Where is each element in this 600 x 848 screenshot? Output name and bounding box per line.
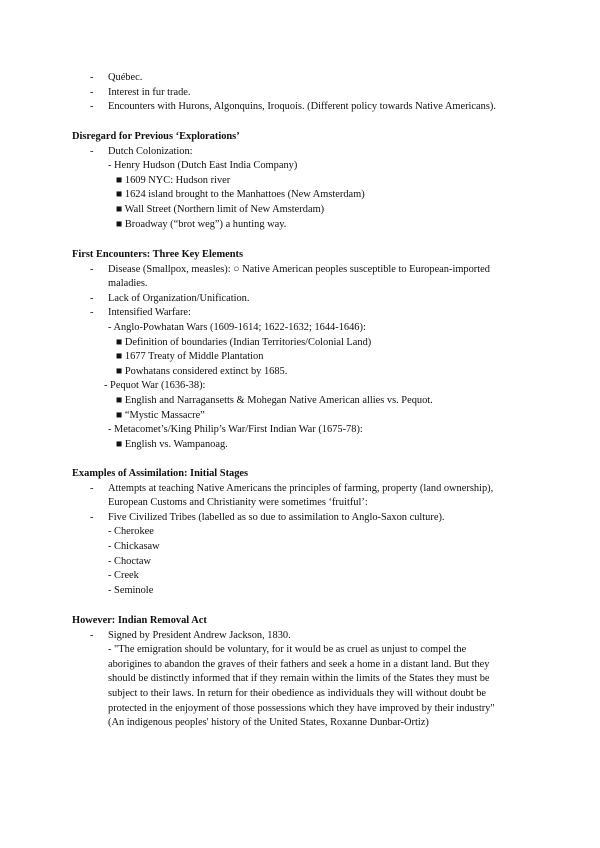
- encounters-section: [0, 248, 600, 452]
- quote-line: subject to their laws. In return for their obedience as individuals they will without doubt be: [108, 687, 487, 699]
- section-heading: Disregard for Previous ‘Explorations’: [72, 131, 240, 142]
- quote-line: should be distinctly informed that if they remain within the limits of the States they must be: [108, 673, 490, 685]
- tribe-item: - Choctaw: [108, 555, 151, 567]
- tribe-item: - Creek: [108, 570, 139, 582]
- citation: (An indigenous peoples' history of the United States, Roxanne Dunbar-Ortiz): [108, 717, 429, 729]
- dutch-point: ■ Broadway (“brot weg”) a hunting way.: [116, 218, 287, 230]
- powhatan-wars-subitem: - Anglo-Powhatan Wars (1609-1614; 1622-1632; 1644-1646):: [108, 321, 366, 333]
- disease-item: Disease (Smallpox, measles): ○ Native American peoples susceptible to European-imported: [108, 263, 490, 275]
- metacomet-war-subitem: - Metacomet’s/King Philip’s War/First Indian War (1675-78):: [108, 424, 363, 436]
- list-item: - Interest in fur trade.: [0, 86, 600, 101]
- list-item: - Encounters with Hurons, Algonquins, Iroquois. (Different policy towards Native Americans).: [0, 100, 600, 115]
- list-item: - Lack of Organization/Unification.: [0, 292, 600, 307]
- teaching-item: Attempts at teaching Native Americans the principles of farming, property (land ownership),: [108, 482, 494, 494]
- five-tribes-item: Five Civilized Tribes (labelled as so due to assimilation to Anglo-Saxon culture).: [108, 511, 445, 523]
- quote-line: protected in the enjoyment of those possessions which they have improved by their industry": [108, 702, 495, 714]
- powhatan-point: ■ Powhatans considered extinct by 1685.: [116, 365, 288, 377]
- section-heading: First Encounters: Three Key Elements: [72, 249, 244, 260]
- tribe-item: - Chickasaw: [108, 540, 160, 552]
- list-item: - Disease (Smallpox, measles): ○ Native American peoples susceptible to European-imported: [0, 263, 600, 278]
- teaching-item-continued: European Customs and Christianity were sometimes ‘fruitful’:: [108, 497, 368, 509]
- removal-section: [0, 614, 600, 731]
- metacomet-point: ■ English vs. Wampanoag.: [116, 438, 228, 450]
- list-item: - Québec.: [0, 71, 600, 86]
- intro-list: [0, 71, 600, 115]
- section-heading: Examples of Assimilation: Initial Stages: [72, 468, 249, 479]
- list-item: - Dutch Colonization:: [0, 145, 600, 160]
- disease-item-continued: maladies.: [108, 278, 148, 290]
- tribe-item: - Seminole: [108, 584, 154, 596]
- powhatan-point: ■ Definition of boundaries (Indian Territories/Colonial Land): [116, 336, 372, 348]
- intro-item-encounters: Encounters with Hurons, Algonquins, Iroquois. (Different policy towards Native Americans).: [108, 101, 496, 113]
- henry-hudson-subitem: - Henry Hudson (Dutch East India Company): [108, 160, 298, 172]
- section-heading: However: Indian Removal Act: [72, 615, 207, 626]
- signed-item: Signed by President Andrew Jackson, 1830.: [108, 629, 291, 641]
- dutch-colonization-item: Dutch Colonization:: [108, 145, 193, 157]
- pequot-point: ■ English and Narragansetts & Mohegan Native American allies vs. Pequot.: [116, 394, 433, 406]
- powhatan-point: ■ 1677 Treaty of Middle Plantation: [116, 351, 264, 363]
- intro-item-fur-trade: Interest in fur trade.: [108, 86, 191, 98]
- intro-item-quebec: Québec.: [108, 72, 143, 83]
- dutch-point: ■ Wall Street (Northern limit of New Amsterdam): [116, 203, 325, 215]
- dutch-section: [0, 130, 600, 232]
- dutch-point: ■ 1609 NYC: Hudson river: [116, 174, 231, 186]
- assimilation-section: [0, 467, 600, 598]
- list-item: - Intensified Warfare:: [0, 306, 600, 321]
- list-item: - Signed by President Andrew Jackson, 1830.: [0, 629, 600, 644]
- quote-line: - "The emigration should be voluntary, for it would be as cruel as unjust to compel the: [108, 644, 467, 656]
- list-item: - Five Civilized Tribes (labelled as so due to assimilation to Anglo-Saxon culture).: [0, 511, 600, 526]
- pequot-war-subitem: - Pequot War (1636-38):: [104, 380, 206, 392]
- organization-item: Lack of Organization/Unification.: [108, 292, 250, 304]
- list-item: - Attempts at teaching Native Americans the principles of farming, property (land ownership),: [0, 482, 600, 497]
- quote-line: aborigines to abandon the graves of their fathers and seek a home in a distant land. But they: [108, 658, 490, 670]
- pequot-point: ■ “Mystic Massacre”: [116, 409, 205, 421]
- dutch-point: ■ 1624 island brought to the Manhattoes (New Amsterdam): [116, 189, 365, 201]
- warfare-item: Intensified Warfare:: [108, 307, 191, 319]
- tribe-item: - Cherokee: [108, 526, 154, 538]
